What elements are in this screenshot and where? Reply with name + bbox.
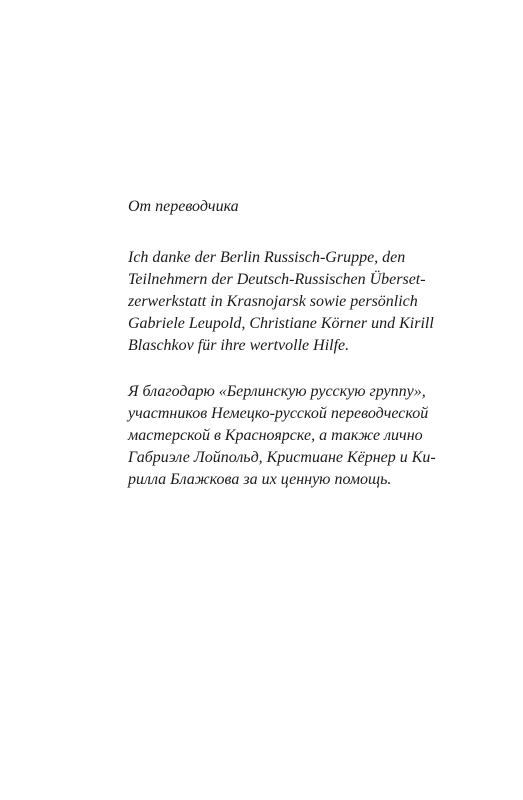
german-line: zerwerkstatt in Krasnojarsk sowie persönlich	[128, 293, 418, 310]
german-line: Teilnehmern der Deutsch-Russischen Überset-	[128, 271, 426, 288]
russian-line: Габриэле Лойпольд, Кристиане Кёрнер и Ки-	[128, 449, 436, 466]
russian-acknowledgment-paragraph	[128, 381, 436, 491]
russian-line: рилла Блажкова за их ценную помощь.	[128, 471, 392, 488]
german-line: Blaschkov für ihre wertvolle Hilfe.	[128, 337, 350, 354]
page-heading: От переводчика	[128, 198, 239, 215]
russian-line: участников Немецко-русской переводческой	[128, 405, 429, 422]
russian-line: мастерской в Красноярске, а также лично	[128, 427, 423, 444]
german-line: Gabriele Leupold, Christiane Körner und Kirill	[128, 315, 434, 332]
russian-line: Я благодарю «Берлинскую русскую группу»,	[128, 383, 426, 400]
german-line: Ich danke der Berlin Russisch-Gruppe, den	[128, 249, 406, 266]
german-acknowledgment-paragraph	[128, 247, 434, 357]
